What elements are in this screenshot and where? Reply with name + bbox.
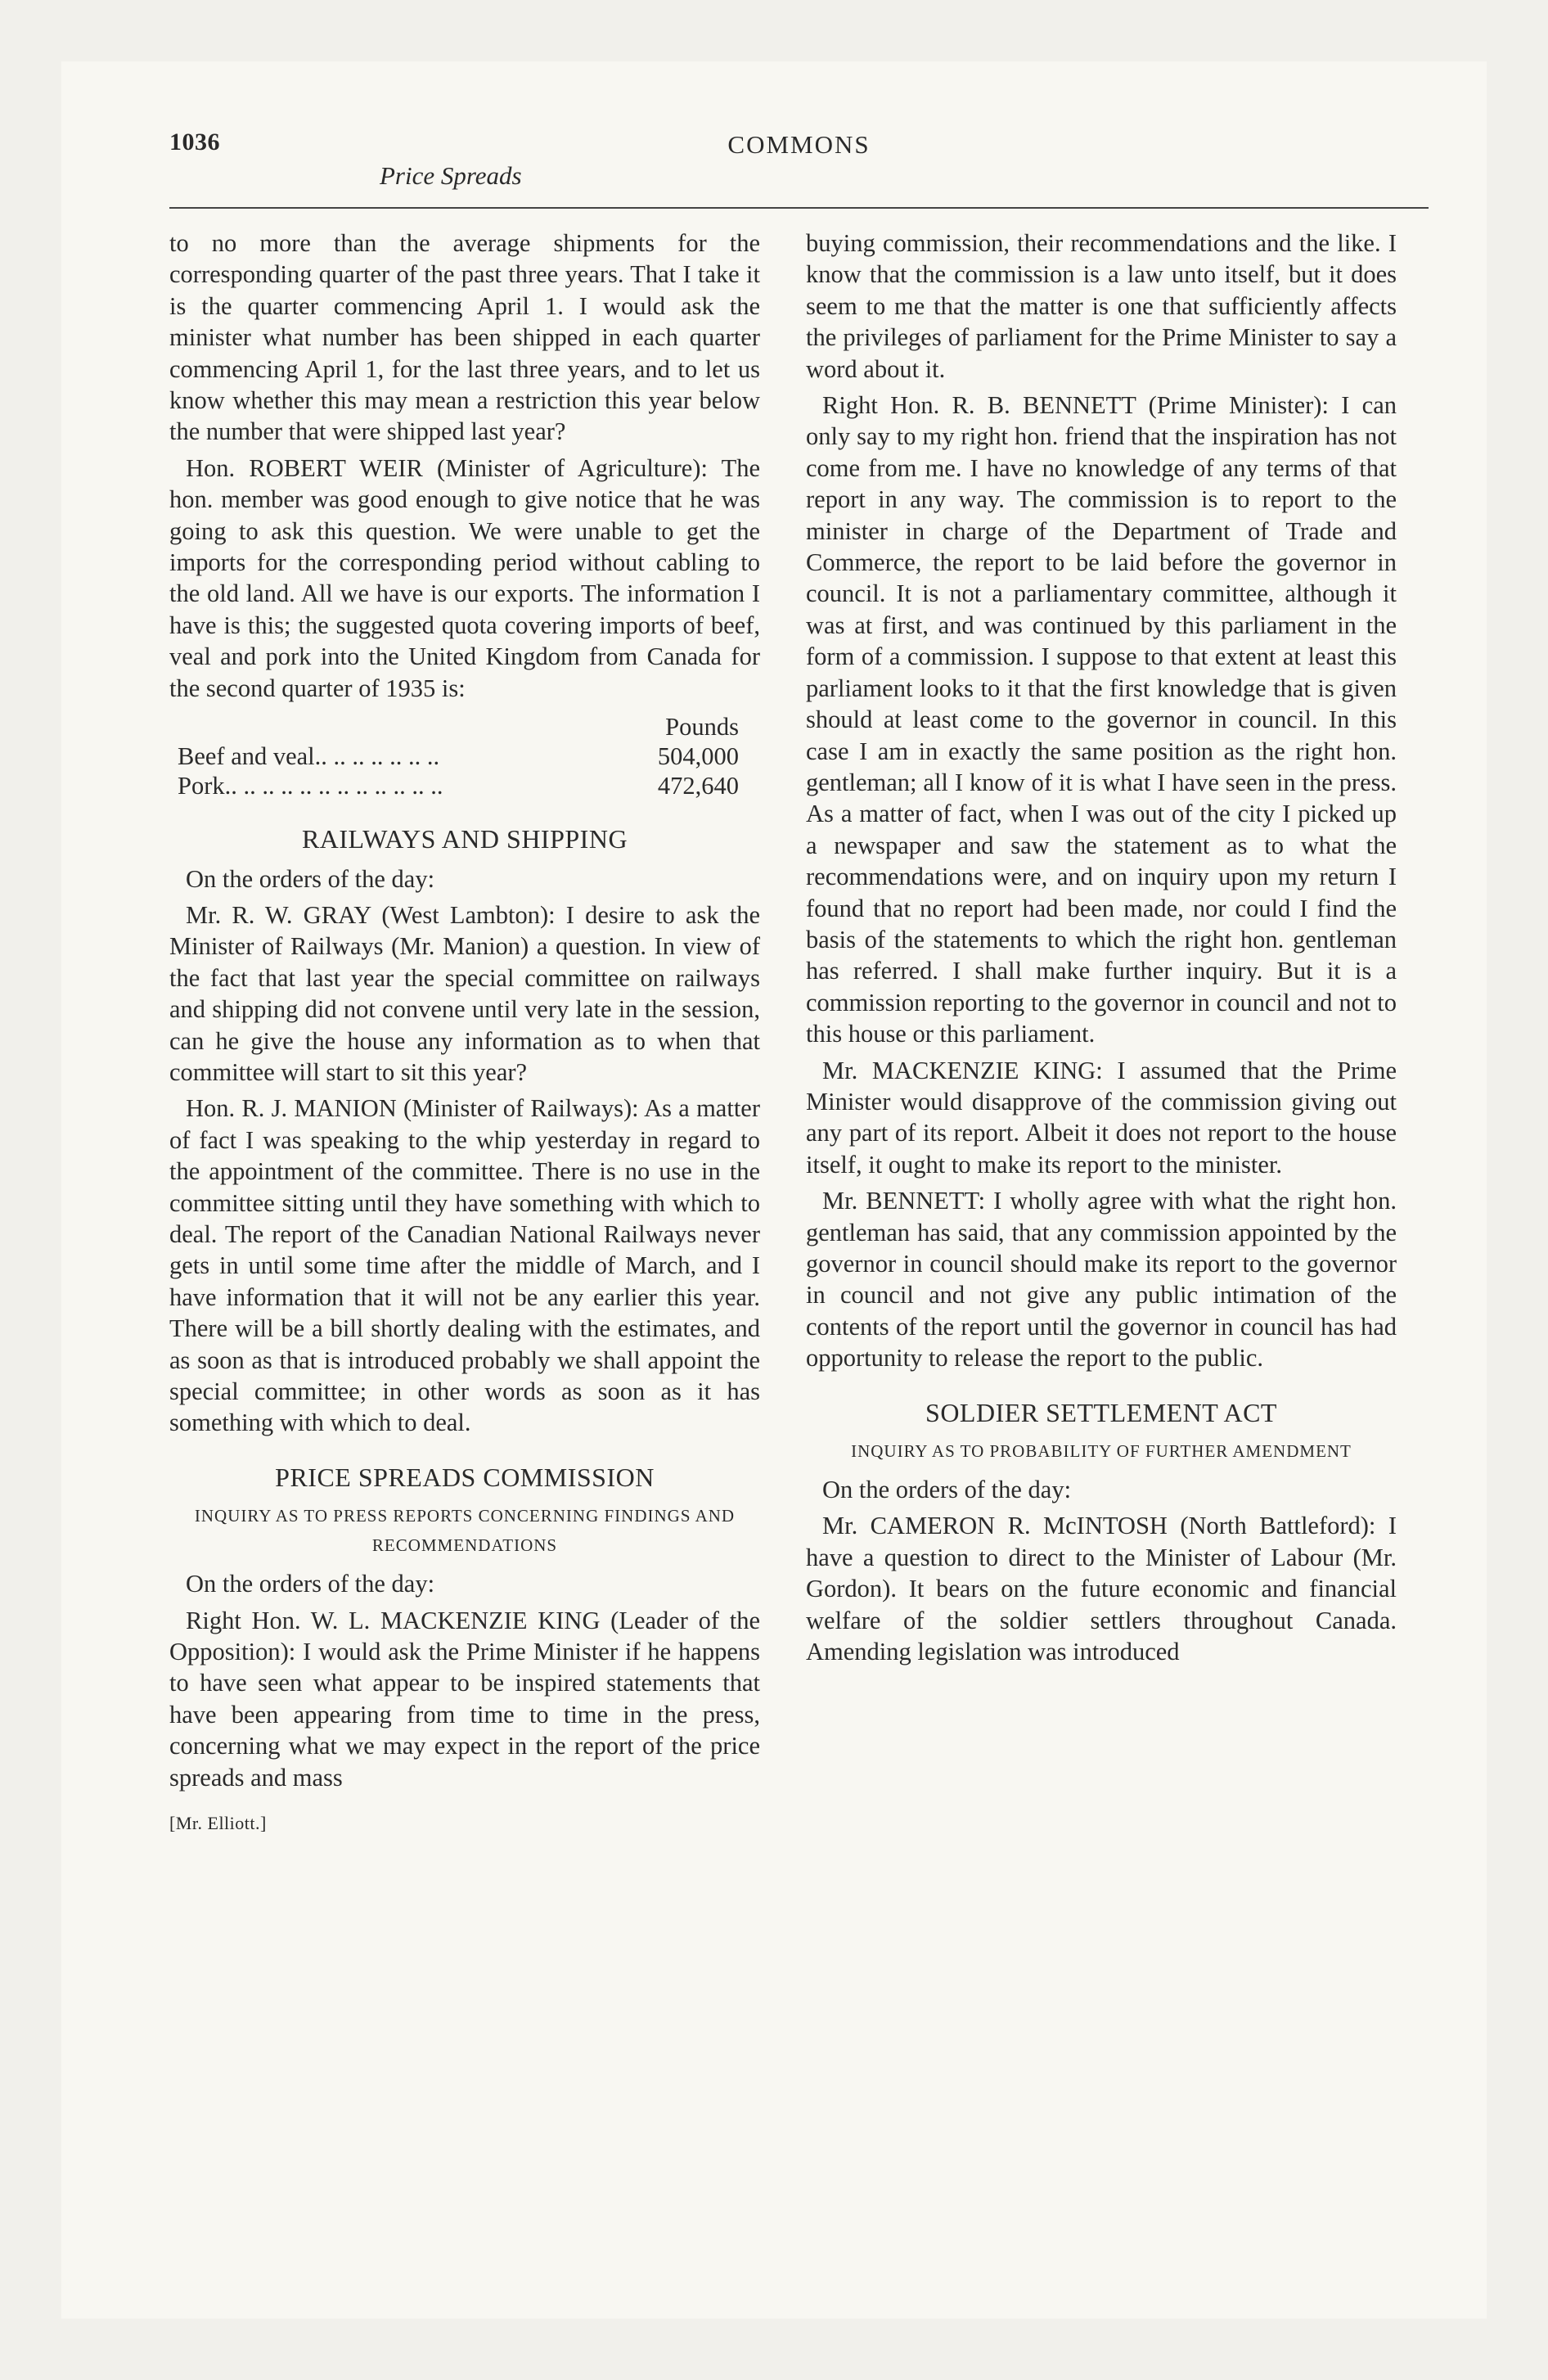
- paragraph: On the orders of the day:: [186, 1570, 435, 1598]
- section-subheading: INQUIRY AS TO PROBABILITY OF FURTHER AMENDMENT: [851, 1441, 1352, 1462]
- running-subtitle: Price Spreads: [380, 161, 522, 190]
- section-subheading: INQUIRY AS TO PRESS REPORTS CONCERNING FINDINGS AND RECOMMENDATIONS: [194, 1506, 736, 1556]
- paragraph: Mr. MACKENZIE KING: I assumed that the Prime Minister would disapprove of the commission giving out any part of its report. Albeit it does not report to the house itself, it ought to make its report to the minister.: [806, 1056, 1397, 1179]
- section-heading: SOLDIER SETTLEMENT ACT: [925, 1397, 1277, 1427]
- table-row: [178, 741, 760, 771]
- quota-table: [178, 712, 760, 800]
- table-row: [178, 771, 760, 800]
- speaker-footer: [Mr. Elliott.]: [169, 1813, 267, 1834]
- paragraph: buying commission, their recommendations and the like. I know that the commission is a law unto itself, but it does seem to me that the matter is one that sufficiently affects the privileges of parliament for the Prime Minister to say a word about it.: [806, 229, 1397, 383]
- table-item: Pork.. .. .. .. .. .. .. .. .. .. .. ..: [178, 772, 443, 800]
- paragraph: Hon. R. J. MANION (Minister of Railways): As a matter of fact I was speaking to the whip yesterday in regard to the appointment of the committee. There is no use in the committee sitting until they have something with which to deal. The report of the Canadian National Railways never gets in until some time after the middle of March, and I have information that it will not be any earlier this year. There will be a bill shortly dealing with the estimates, and as soon as that is introduced probably we shall appoint the special committee; in other words as soon as it has something with which to deal.: [169, 1094, 760, 1437]
- right-column: [806, 228, 1397, 1672]
- paragraph: Right Hon. W. L. MACKENZIE KING (Leader of the Opposition): I would ask the Prime Minister if he happens to have seen what appear to be inspired statements that have been appearing from time to time in the press, concerning what we may expect in the report of the price spreads and mass: [169, 1606, 760, 1792]
- paragraph: Mr. CAMERON R. McINTOSH (North Battleford): I have a question to direct to the Minister of Labour (Mr. Gordon). It bears on the future economic and financial welfare of the soldier settlers throughout Canada. Amending legislation was introduced: [806, 1512, 1397, 1666]
- header-rule: [169, 207, 1429, 209]
- section-heading: PRICE SPREADS COMMISSION: [275, 1462, 655, 1492]
- paragraph: Mr. BENNETT: I wholly agree with what the right hon. gentleman has said, that any commission appointed by the governor in council should make its report to the governor in council and not give any public intimation of the contents of the report until the governor in council has had opportunity to release the report to the public.: [806, 1187, 1397, 1373]
- running-title: COMMONS: [727, 130, 871, 159]
- table-value: 472,640: [657, 772, 739, 800]
- paragraph: On the orders of the day:: [822, 1476, 1072, 1504]
- page-header: [169, 128, 1429, 210]
- table-unit-header: Pounds: [665, 713, 739, 741]
- section-heading: RAILWAYS AND SHIPPING: [301, 824, 628, 854]
- paragraph: Right Hon. R. B. BENNETT (Prime Minister): I can only say to my right hon. friend that the inspiration has not come from me. I have no knowledge of any terms of that report in any way. The commission is to report to the minister in charge of the Department of Trade and Commerce, the report to be laid before the governor in council. It is not a parliamentary committee, although it was at first, and was continued by this parliament in the form of a commission. I suppose to that extent at least this parliament looks to it that the first knowledge that is given should at least come to the governor in council. In this case I am in exactly the same position as the right hon. gentleman; all I know of it is what I have seen in the press. As a matter of fact, when I was out of the city I picked up a newspaper and saw the statement as to what the recommendations were, and on inquiry upon my return I found that no report had been made, nor could I find the basis of the statements to which the right hon. gentleman has referred. I shall make further inquiry. But it is a commission reporting to the governor in council and not to this house or this parliament.: [806, 391, 1397, 1048]
- page-number: 1036: [169, 128, 220, 156]
- paragraph: On the orders of the day:: [186, 864, 435, 893]
- table-item: Beef and veal.. .. .. .. .. .. ..: [178, 742, 440, 771]
- table-value: 504,000: [657, 742, 739, 771]
- paragraph: to no more than the average shipments for the corresponding quarter of the past three years. That I take it is the quarter commencing April 1. I would ask the minister what number has been shipped in each quarter commencing April 1, for the last three years, and to let us know whether this may mean a restriction this year below the number that were shipped last year?: [169, 229, 760, 446]
- left-column: [169, 228, 760, 1839]
- paragraph: Mr. R. W. GRAY (West Lambton): I desire to ask the Minister of Railways (Mr. Manion) a question. In view of the fact that last year the special committee on railways and shipping did not convene until very late in the session, can he give the house any information as to when that committee will start to sit this year?: [169, 900, 760, 1086]
- paragraph: Hon. ROBERT WEIR (Minister of Agriculture): The hon. member was good enough to give notice that he was going to ask this question. We were unable to get the imports for the corresponding period without cabling to the old land. All we have is our exports. The information I have is this; the suggested quota covering imports of beef, veal and pork into the United Kingdom from Canada for the second quarter of 1935 is:: [169, 453, 760, 702]
